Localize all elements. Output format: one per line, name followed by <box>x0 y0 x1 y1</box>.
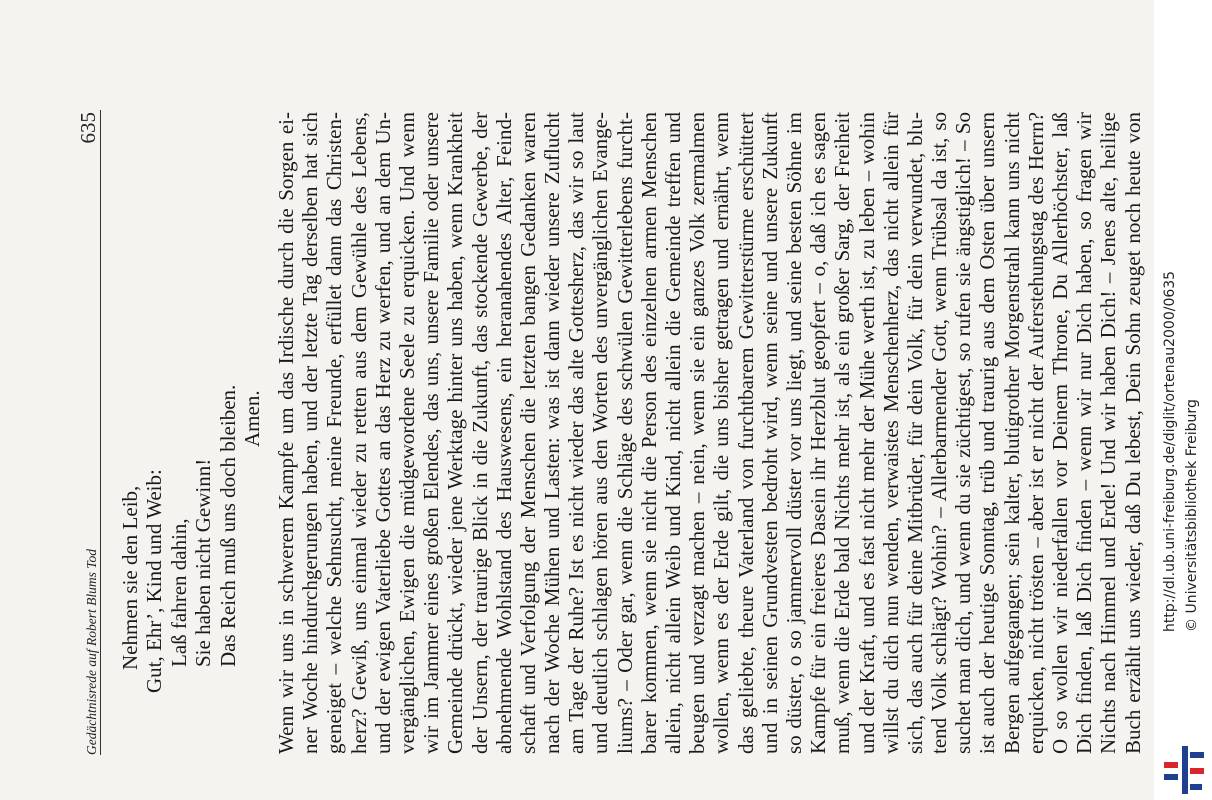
body-line: Nichts nach Himmel und Erde! Und wir haben Dich! – Jenes alte, heilige <box>1096 112 1121 754</box>
body-line: am Tage der Ruhe? Ist es nicht wieder das alte Gottesherz, das wir so laut <box>564 112 589 754</box>
body-line: und der ewigen Vaterliebe Gottes an das Herz zu werfen, und an dem Un- <box>370 112 395 754</box>
body-line: wollen, wenn es der Erde gilt, die uns bisher getragen und ernährt, wenn <box>709 112 734 754</box>
body-line: und der Kraft, und es fast nicht mehr der Mühe werth ist, zu leben – wohin <box>854 112 879 754</box>
body-line: schaft und Verfolgung der Menschen die letzten bangen Gedanken waren <box>515 112 540 754</box>
body-line: abnehmende Wohlstand des Hauswesens, ein heranahendes Alter, Feind- <box>491 112 516 754</box>
poem-line: Das Reich muß uns doch bleiben. <box>215 384 240 667</box>
body-line: Kampfe für ein freieres Dasein ihr Herzblut geopfert – o, daß ich es sagen <box>806 112 831 754</box>
body-line: Gemeinde drückt, wieder jene Werktage hinter uns haben, wenn Krankheit <box>443 112 468 754</box>
body-line: so düster, o so jammervoll düster vor uns liegt, und seine besten Söhne im <box>781 112 806 754</box>
running-head: Gedächtnisrede auf Robert Blums Tod <box>84 549 99 755</box>
body-line: barer kommen, wenn sie nicht die Person des einzelnen armen Menschen <box>636 112 661 754</box>
body-line: und deutlich schlagen hören aus den Worten des unvergänglichen Evange- <box>588 112 613 754</box>
body-line: willst du dich nun wenden, verwaistes Menschenherz, das nicht allein für <box>878 112 903 754</box>
body-line: erquicken, nicht trösten – aber ist er nicht der Auferstehungstag des Herrn? <box>1023 112 1048 754</box>
poem-line: Sie haben nicht Gewinn! <box>191 458 216 667</box>
body-line: ist auch der heutige Sonntag, trüb und traurig aus dem Osten über unsern <box>975 112 1000 754</box>
body-line: muß, wenn die Erde bald Nichts mehr ist, als ein großer Sarg, der Freiheit <box>830 112 855 754</box>
body-line: sich, das auch für deine Mitbrüder, für dein Volk, für dein verwundet, blu- <box>902 112 927 754</box>
header-rule <box>100 110 101 755</box>
body-line: allein, nicht allein Weib und Kind, nicht allein die Gemeinde treffen und <box>661 112 685 754</box>
body-line: liums? – Oder gar, wenn die Schläge des schwülen Gewitterlebens furcht- <box>612 112 637 754</box>
source-url[interactable]: http://dl.ub.uni-freiburg.de/diglit/ortenau2000/0635 <box>1162 270 1178 632</box>
body-line: wir im Jammer eines großen Elendes, das uns, unsere Familie oder unsere <box>419 112 444 754</box>
body-line: Wenn wir uns in schwerem Kampfe um das Irdische durch die Sorgen ei- <box>274 112 298 754</box>
poem-line: Nehmen sie den Leib, <box>118 485 142 670</box>
page-number: 635 <box>76 112 100 144</box>
body-line: suchet man dich, und wenn du sie züchtigest, so rufen sie ängstiglich! – So <box>951 112 976 754</box>
body-line: beugen und verzagt machen – nein, wenn sie ein ganzes Volk zermalmen <box>685 112 710 754</box>
body-line: tend Volk schlägt? Wohin? – Allerbarmender Gott, wenn Trübsal da ist, so <box>927 112 952 754</box>
poem-line: Laß fahren dahin, <box>166 518 191 667</box>
copyright-notice: © Universitätsbibliothek Freiburg <box>1184 399 1200 632</box>
citation-strip <box>1154 0 1212 800</box>
body-line: Bergen aufgegangen; sein kalter, blutigrother Morgenstrahl kann uns nicht <box>999 112 1024 754</box>
body-line: geneiget – welche Sehnsucht, meine Freunde, erfüllet dann das Christen- <box>322 112 347 754</box>
ub-freiburg-logo-icon <box>1160 744 1206 796</box>
body-line: der Unsern, der traurige Blick in die Zukunft, das stockende Gewerbe, der <box>467 112 492 754</box>
body-text <box>274 112 1145 754</box>
body-line: das geliebte, theure Vaterland von furchtbarem Gewitterstürme erschüttert <box>733 112 758 754</box>
body-line: Buch erzählt uns wieder, daß Du lebest, Dein Sohn zeuget noch heute von <box>1120 112 1145 754</box>
citation-text <box>1154 0 1212 800</box>
body-line: vergänglichen, Ewigen die müdgewordene Seele zu erquicken. Und wenn <box>394 112 419 754</box>
body-line: und in seinen Grundvesten bedroht wird, wenn seine und unsere Zukunft <box>757 112 782 754</box>
body-line: ner Woche hindurchgerungen haben, und der letzte Tag derselben hat sich <box>298 112 323 754</box>
body-line: nach der Woche Mühen und Lasten: was ist dann wieder unsere Zuflucht <box>540 112 565 754</box>
body-line: O so wollen wir niederfallen vor Deinem Throne, Du Allerhöchster, laß <box>1048 112 1072 754</box>
body-line: Dich finden, laß Dich finden – wenn wir nur Dich haben, so fragen wir <box>1072 112 1097 754</box>
poem-line: Gut, Ehr’, Kind und Weib: <box>142 469 167 693</box>
body-line: herz? Gewiß, uns einmal wieder zu retten aus dem Gewühle des Lebens, <box>346 112 371 754</box>
poem-line: Amen. <box>240 390 264 447</box>
